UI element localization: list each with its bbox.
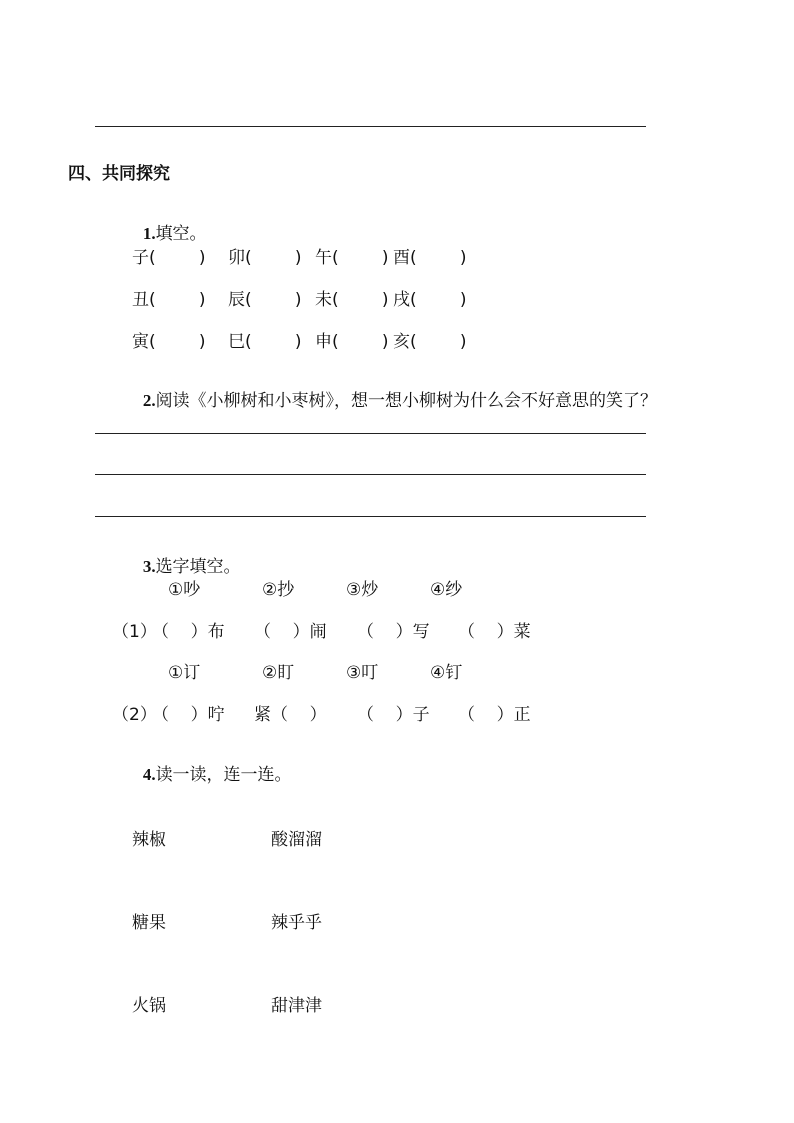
question-3 [132, 541, 241, 576]
fill-blank-cell[interactable]: 丑( ) [132, 290, 206, 310]
fill-blank-cell[interactable]: 子( ) [132, 248, 206, 268]
fill-blank-cell[interactable]: 申( ) [315, 332, 389, 352]
question-prompt: 读一读，连一连。 [155, 765, 292, 785]
character-option: ③炒 [346, 580, 379, 600]
match-item-right[interactable]: 甜津津 [271, 996, 322, 1016]
match-item-left[interactable]: 辣椒 [132, 830, 166, 850]
character-option: ④钉 [430, 663, 463, 683]
question-number: 1. [142, 224, 156, 243]
fill-blank-cell[interactable]: 寅( ) [132, 332, 206, 352]
fill-blank-cell[interactable]: 紧（ ） [254, 705, 327, 725]
question-2 [132, 375, 657, 410]
section-title: 四、共同探究 [68, 164, 170, 184]
answer-line[interactable] [95, 516, 646, 517]
character-option: ④纱 [430, 580, 463, 600]
question-prompt: 阅读《小柳树和小枣树》，想一想小柳树为什么会不好意思的笑了？ [155, 391, 658, 411]
fill-blank-cell[interactable]: 亥( ) [393, 332, 467, 352]
fill-blank-cell[interactable]: 酉( ) [393, 248, 467, 268]
answer-line[interactable] [95, 433, 646, 434]
answer-line[interactable] [95, 126, 646, 127]
question-4 [132, 749, 292, 784]
question-1 [132, 208, 207, 243]
group-label: （1） [112, 622, 157, 642]
group-label: （2） [112, 705, 157, 725]
character-option: ①吵 [168, 580, 201, 600]
fill-blank-cell[interactable]: 卯( ) [228, 248, 302, 268]
match-item-left[interactable]: 糖果 [132, 913, 166, 933]
question-prompt: 填空。 [155, 224, 207, 244]
question-prompt: 选字填空。 [155, 557, 241, 577]
fill-blank-cell[interactable]: （ ）咛 [152, 705, 225, 725]
character-option: ①订 [168, 663, 201, 683]
character-option: ②盯 [262, 663, 295, 683]
character-option: ②抄 [262, 580, 295, 600]
match-item-left[interactable]: 火锅 [132, 996, 166, 1016]
character-option: ③叮 [346, 663, 379, 683]
fill-blank-cell[interactable]: 未( ) [315, 290, 389, 310]
match-item-right[interactable]: 辣乎乎 [271, 913, 322, 933]
fill-blank-cell[interactable]: 巳( ) [228, 332, 302, 352]
answer-line[interactable] [95, 474, 646, 475]
fill-blank-cell[interactable]: （ ）布 [152, 622, 225, 642]
fill-blank-cell[interactable]: （ ）闹 [254, 622, 327, 642]
question-number: 4. [142, 765, 156, 784]
question-number: 2. [142, 391, 156, 410]
fill-blank-cell[interactable]: （ ）写 [357, 622, 430, 642]
question-number: 3. [142, 557, 156, 576]
match-item-right[interactable]: 酸溜溜 [271, 830, 322, 850]
fill-blank-cell[interactable]: （ ）正 [458, 705, 531, 725]
fill-blank-cell[interactable]: （ ）子 [357, 705, 430, 725]
fill-blank-cell[interactable]: 戌( ) [393, 290, 467, 310]
fill-blank-cell[interactable]: 辰( ) [228, 290, 302, 310]
fill-blank-cell[interactable]: （ ）菜 [458, 622, 531, 642]
fill-blank-cell[interactable]: 午( ) [315, 248, 389, 268]
